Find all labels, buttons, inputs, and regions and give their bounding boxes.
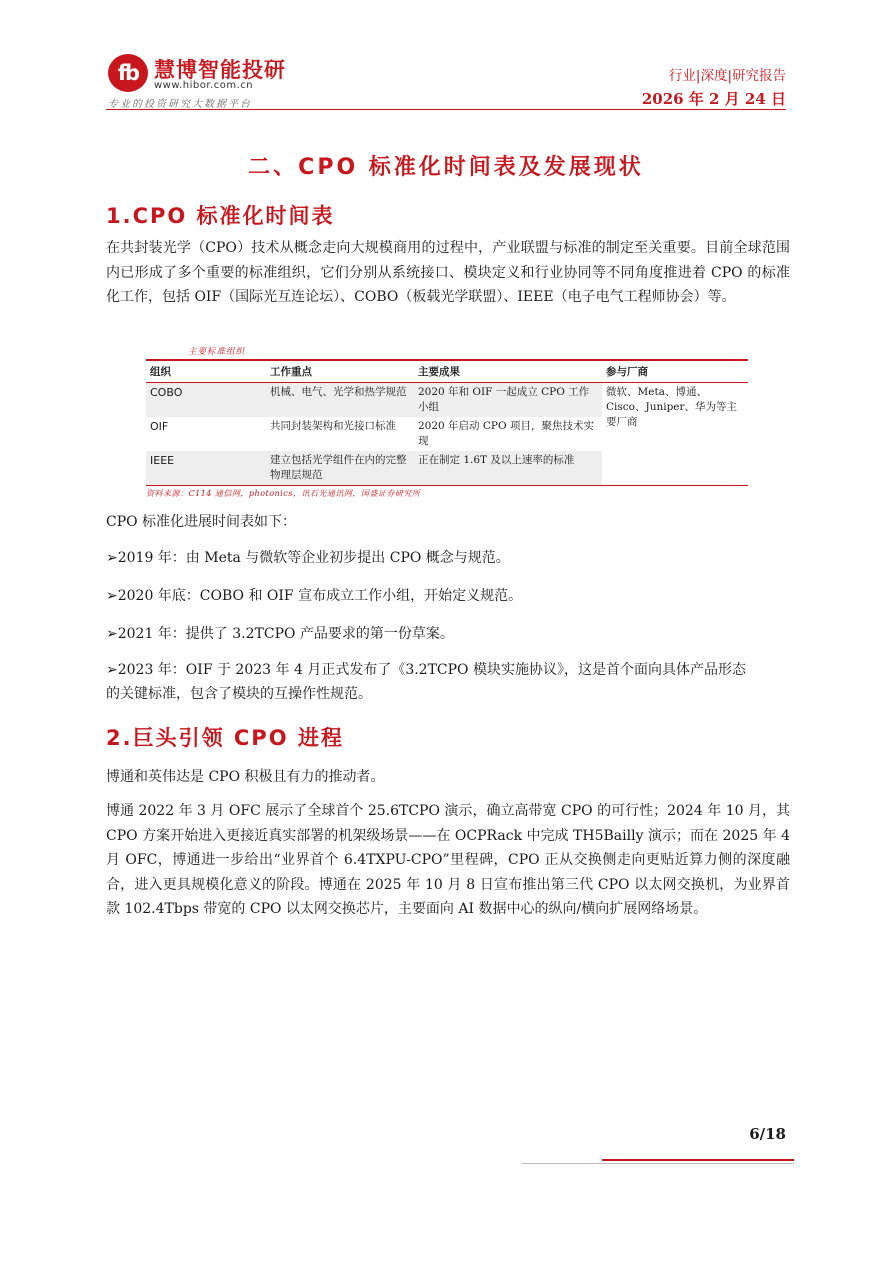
hibor-logo[interactable] (108, 54, 288, 108)
table-header-row (146, 360, 748, 383)
table-cell-result: 正在制定 1.6T 及以上速率的标准 (414, 451, 602, 485)
table-cell-result: 2020 年启动 CPO 项目，聚焦技术实现 (418, 420, 594, 447)
logo-mark-icon: fb (108, 54, 148, 92)
timeline-item-continued: 的关键标准，包含了模块的互操作性规范。 (106, 686, 372, 702)
table-cell-focus: 机械、电气、光学和热学规范 (266, 383, 414, 418)
table-cell-result: 2020 年和 OIF 一起成立 CPO 工作小组 (414, 383, 602, 418)
table-cell-partners: 微软、Meta、博通、Cisco、Juniper、华为等主要厂商 (602, 383, 748, 486)
page-number: 6/18 (749, 1125, 786, 1143)
standards-table-figure (146, 345, 748, 499)
table-header-cell: 主要成果 (414, 360, 602, 383)
report-type: 行业|深度|研究报告 (668, 68, 786, 84)
table-cell-org: COBO (146, 383, 266, 418)
header-divider (106, 109, 786, 110)
section-1-heading: 1.CPO 标准化时间表 (106, 204, 335, 228)
section-2-para-1: 博通和英伟达是 CPO 积极且有力的推动者。 (106, 769, 385, 785)
logo-name: 慧博智能投研 (154, 58, 286, 82)
standards-table (146, 359, 748, 485)
logo-url: www.hibor.com.cn (154, 80, 254, 91)
timeline-item: ➢2023 年：OIF 于 2023 年 4 月正式发布了《3.2TCPO 模块实施协议》，这是首个面向具体产品形态 (106, 662, 746, 678)
section-1-intro: 在共封装光学（CPO）技术从概念走向大规模商用的过程中，产业联盟与标准的制定至关重要。目前全球范围内已形成了多个重要的标准组织，它们分别从系统接口、模块定义和行业协同等不同角度推进着 CPO 的标准化工作，包括 OIF（国际光互连论坛）、COBO（板载光学联盟）、IEEE（电子电气工程师协会）等。 (106, 240, 790, 305)
table-row (146, 383, 748, 418)
table-header-cell: 工作重点 (266, 360, 414, 383)
page-title: 二、CPO 标准化时间表及发展现状 (248, 155, 644, 180)
table-cell-focus: 建立包括光学组件在内的完整物理层规范 (266, 451, 414, 485)
section-2-para-2: 博通 2022 年 3 月 OFC 展示了全球首个 25.6TCPO 演示，确立高带宽 CPO 的可行性；2024 年 10 月，其 CPO 方案开始进入更接近真实部署的机架级场景——在 OCPRack 中完成 TH5Bailly 演示；而在 2025 年 4 月 OFC，博通进一步给出“业界首个 6.4TXPU-CPO”里程碑，CPO 正从交换侧走向更贴近算力侧的深度融合，进入更具规模化意义的阶段。博通在 2025 年 10 月 8 日宣布推出第三代 CPO 以太网交换机，为业界首款 102.4Tbps 带宽的 CPO 以太网交换芯片，主要面向 AI 数据中心的纵向/横向扩展网络场景。 (106, 803, 790, 917)
footer-accent-line (602, 1159, 794, 1161)
report-date: 2026 年 2 月 24 日 (641, 90, 786, 108)
table-header-cell: 组织 (146, 360, 266, 383)
table-source: 资料来源：C114 通信网，photonics，讯石光通讯网，国盛证券研究所 (146, 485, 748, 499)
table-caption: 主要标准组织 (188, 347, 246, 357)
table-cell-org: OIF (150, 420, 169, 433)
timeline-item: ➢2021 年：提供了 3.2TCPO 产品要求的第一份草案。 (106, 626, 454, 642)
section-2-heading: 2.巨头引领 CPO 进程 (106, 726, 344, 750)
table-cell-org: IEEE (146, 451, 266, 485)
timeline-intro: CPO 标准化进展时间表如下： (106, 514, 297, 530)
table-header-cell: 参与厂商 (602, 360, 748, 383)
timeline-item: ➢2020 年底：COBO 和 OIF 宣布成立工作小组，开始定义规范。 (106, 588, 523, 604)
table-cell-focus: 共同封装架构和光接口标准 (270, 420, 396, 432)
logo-slogan: 专业的投资研究大数据平台 (108, 99, 252, 110)
footer-divider (522, 1163, 794, 1164)
timeline-item: ➢2019 年：由 Meta 与微软等企业初步提出 CPO 概念与规范。 (106, 550, 510, 566)
